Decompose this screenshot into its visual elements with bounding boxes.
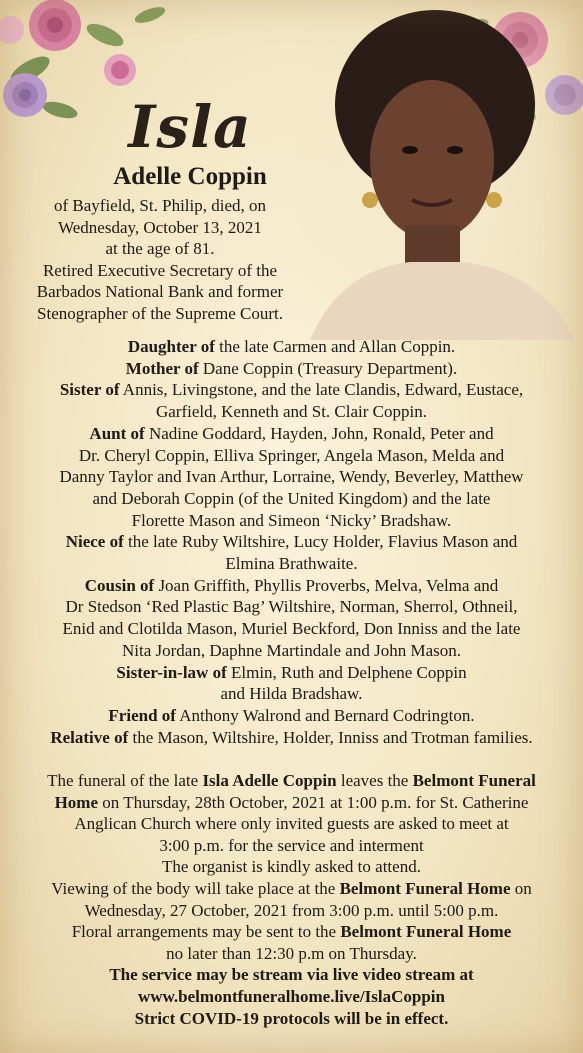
relation-line xyxy=(0,683,583,705)
relation-label: Aunt of xyxy=(89,423,145,443)
funeral-line xyxy=(0,856,583,878)
relation-text: Elmin, Ruth and Delphene Coppin xyxy=(226,662,467,682)
funeral-text: Anglican Church where only invited guests are asked to meet at xyxy=(74,814,509,834)
funeral-line xyxy=(0,770,583,792)
funeral-line xyxy=(0,900,583,922)
funeral-line xyxy=(0,1008,583,1030)
relation-line xyxy=(0,553,583,575)
relation-label: Cousin of xyxy=(84,575,155,595)
relation-text: Dane Coppin (Treasury Department). xyxy=(198,358,458,378)
relation-line xyxy=(0,640,583,662)
intro-line: Wednesday, October 13, 2021 xyxy=(58,217,262,237)
relation-line xyxy=(0,466,583,488)
relation-text: Annis, Livingstone, and the late Clandis, Edward, Eustace, xyxy=(119,380,524,400)
relation-text: the late Carmen and Allan Coppin. xyxy=(214,337,456,356)
relation-text: and Hilda Bradshaw. xyxy=(220,684,363,704)
funeral-text: 3:00 p.m. for the service and interment xyxy=(159,835,424,855)
relation-text: the Mason, Wiltshire, Holder, Inniss and Trotman families. xyxy=(128,727,533,747)
funeral-text: Wednesday, 27 October, 2021 from 3:00 p.m. until 5:00 p.m. xyxy=(84,900,499,920)
funeral-text: The organist is kindly asked to attend. xyxy=(162,857,421,877)
funeral-line xyxy=(0,813,583,835)
relation-line xyxy=(0,531,583,553)
funeral-line xyxy=(0,835,583,857)
intro-line: Stenographer of the Supreme Court. xyxy=(37,303,283,323)
relation-line xyxy=(0,358,583,380)
intro-line: Retired Executive Secretary of the xyxy=(42,260,278,280)
first-name-heading: Isla xyxy=(128,93,252,161)
relation-text: Anthony Walrond and Bernard Codrington. xyxy=(175,705,475,725)
relation-text: Elmina Brathwaite. xyxy=(225,554,358,574)
full-name-heading: Adelle Coppin xyxy=(113,163,267,190)
relation-label: Relative of xyxy=(50,727,129,747)
funeral-text: The funeral of the late xyxy=(47,771,203,790)
funeral-line xyxy=(0,986,583,1008)
funeral-emphasis: Home xyxy=(54,792,99,812)
relation-line xyxy=(0,488,583,510)
funeral-line xyxy=(0,792,583,814)
funeral-line xyxy=(0,921,583,943)
intro-line: Barbados National Bank and former xyxy=(36,282,284,301)
relation-text: and Deborah Coppin (of the United Kingdom) and the late xyxy=(92,488,491,508)
relation-line xyxy=(0,596,583,618)
relation-line xyxy=(0,445,583,467)
relation-text: Enid and Clotilda Mason, Muriel Beckford, Don Inniss and the late xyxy=(62,619,521,639)
funeral-emphasis: The service may be stream via live video stream at xyxy=(109,965,474,985)
funeral-line xyxy=(0,964,583,986)
relation-text: Nita Jordan, Daphne Martindale and John Mason. xyxy=(122,640,461,660)
relation-label: Friend of xyxy=(108,705,176,725)
relation-text: Joan Griffith, Phyllis Proverbs, Melva, Velma and xyxy=(154,575,499,595)
relation-line xyxy=(0,727,583,749)
relation-line xyxy=(0,618,583,640)
funeral-text: Floral arrangements may be sent to the xyxy=(71,922,341,942)
intro-paragraph xyxy=(0,195,320,324)
relation-line xyxy=(0,510,583,532)
relation-line xyxy=(0,705,583,727)
relation-line xyxy=(0,575,583,597)
relation-label: Daughter of xyxy=(127,337,215,356)
relation-text: Dr Stedson ‘Red Plastic Bag’ Wiltshire, Norman, Sherrol, Othneil, xyxy=(65,597,518,617)
funeral-details xyxy=(0,770,583,1029)
portrait-photo xyxy=(300,0,583,340)
relation-line xyxy=(0,662,583,684)
funeral-text: leaves the xyxy=(336,771,413,790)
funeral-emphasis: Belmont Funeral xyxy=(412,771,536,790)
funeral-text: on Thursday, 28th October, 2021 at 1:00 p.m. for St. Catherine xyxy=(98,792,529,812)
funeral-emphasis: Belmont Funeral Home xyxy=(340,922,512,942)
funeral-emphasis: Strict COVID-19 protocols will be in effect. xyxy=(134,1008,449,1028)
relation-text: Danny Taylor and Ivan Arthur, Lorraine, Wendy, Beverley, Matthew xyxy=(59,467,524,487)
relation-line xyxy=(0,401,583,423)
relation-text: the late Ruby Wiltshire, Lucy Holder, Flavius Mason and xyxy=(123,532,518,552)
funeral-emphasis: Belmont Funeral Home xyxy=(339,878,511,898)
intro-line: of Bayfield, St. Philip, died, on xyxy=(53,196,267,215)
relation-label: Sister of xyxy=(59,380,120,400)
relation-line xyxy=(0,423,583,445)
relation-label: Mother of xyxy=(125,358,199,378)
relation-text: Dr. Cheryl Coppin, Elliva Springer, Angela Mason, Melda and xyxy=(78,445,505,465)
funeral-line xyxy=(0,878,583,900)
relation-text: Garfield, Kenneth and St. Clair Coppin. xyxy=(155,402,427,422)
funeral-emphasis: Isla Adelle Coppin xyxy=(202,771,337,790)
relation-line xyxy=(0,379,583,401)
relation-label: Sister-in-law of xyxy=(116,662,227,682)
relation-text: Nadine Goddard, Hayden, John, Ronald, Peter and xyxy=(144,423,494,443)
funeral-text: Viewing of the body will take place at the xyxy=(51,878,340,898)
funeral-emphasis: www.belmontfuneralhome.live/IslaCoppin xyxy=(138,986,445,1006)
portrait-illustration xyxy=(300,0,583,340)
relation-line xyxy=(0,336,583,358)
funeral-text: no later than 12:30 p.m on Thursday. xyxy=(166,943,417,963)
funeral-text: on xyxy=(510,878,532,898)
relation-label: Niece of xyxy=(65,532,124,552)
intro-line: at the age of 81. xyxy=(105,239,215,258)
relation-text: Florette Mason and Simeon ‘Nicky’ Bradshaw. xyxy=(131,510,452,530)
funeral-line xyxy=(0,943,583,965)
relations-list xyxy=(0,336,583,748)
